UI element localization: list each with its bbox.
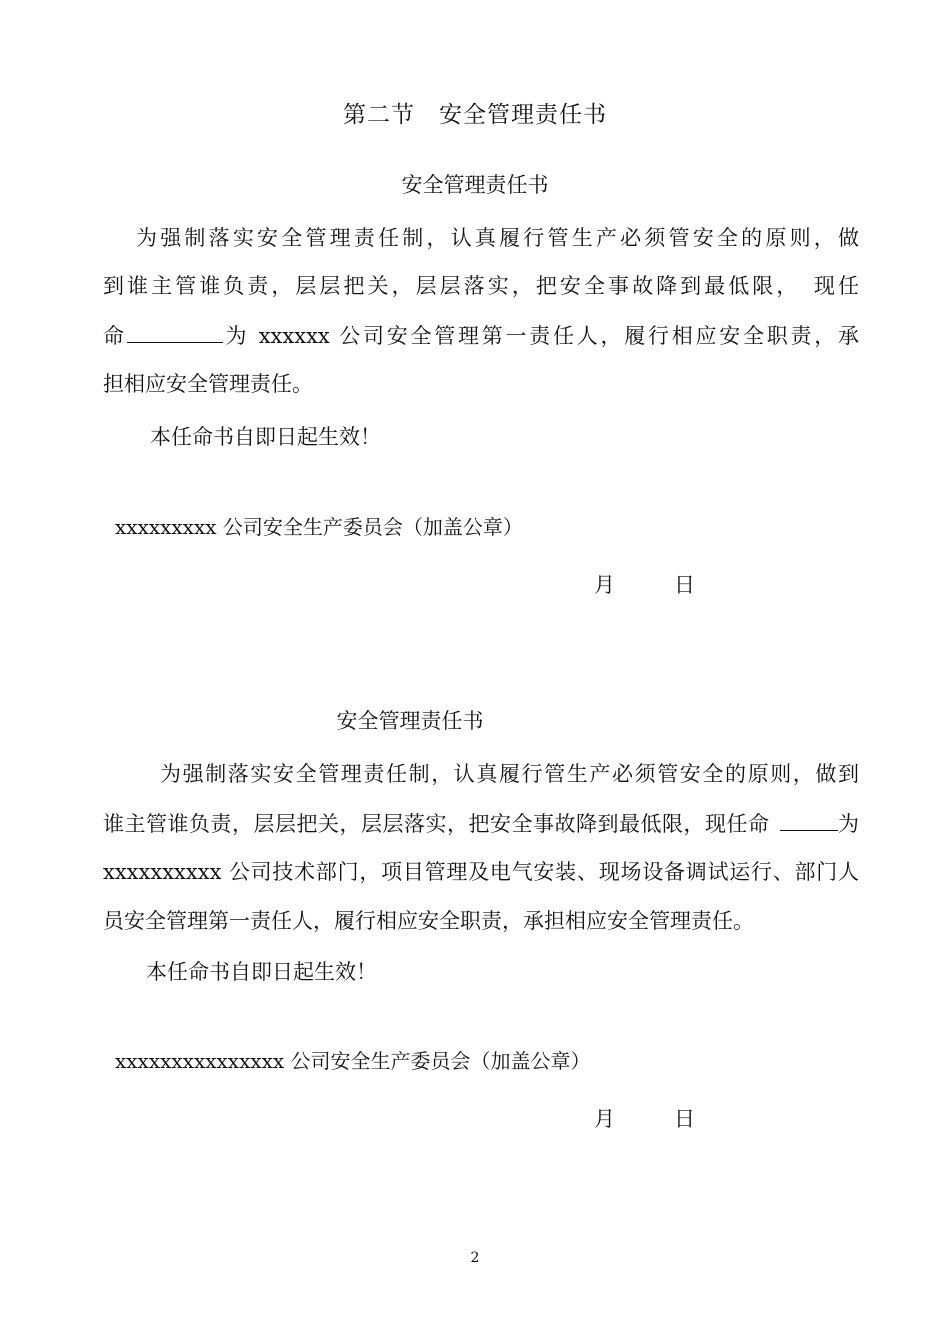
letter1-line2: 到谁主管谁负责，层层把关，层层落实，把安全事故降到最低限， 现任	[103, 274, 859, 298]
letter1-day: 日	[674, 573, 695, 597]
letter2-month: 月	[594, 1107, 615, 1131]
letter2-line3: xxxxxxxxxx 公司技术部门，项目管理及电气安装、现场设备调试运行、部门人	[103, 860, 859, 884]
section-title: 第二节 安全管理责任书	[343, 102, 607, 128]
letter2-line1: 为强制落实安全管理责任制，认真履行管生产必须管安全的原则，做到	[160, 762, 859, 786]
letter1-title: 安全管理责任书	[401, 173, 549, 197]
letter1-line3	[103, 320, 859, 351]
letter2-line2	[103, 808, 859, 839]
letter1-effective: 本任命书自即日起生效！	[150, 425, 381, 449]
letter1-month: 月	[594, 573, 615, 597]
letter2-day: 日	[674, 1107, 695, 1131]
letter1-line1: 为强制落实安全管理责任制，认真履行管生产必须管安全的原则，做	[136, 226, 859, 250]
letter2-effective: 本任命书自即日起生效！	[146, 960, 377, 984]
letter2-title: 安全管理责任书	[336, 709, 484, 733]
letter2-signature: xxxxxxxxxxxxxxx 公司安全生产委员会（加盖公章）	[115, 1049, 591, 1073]
letter1-signature: xxxxxxxxx 公司安全生产委员会（加盖公章）	[115, 515, 523, 539]
letter1-line3-start: 命	[103, 324, 127, 348]
letter1-line3-rest: 为 xxxxxx 公司安全管理第一责任人，履行相应安全职责，承	[222, 324, 859, 348]
letter2-line2-end: 为	[837, 812, 859, 836]
page-number: 2	[470, 1250, 480, 1266]
letter2-line2-start: 谁主管谁负责，层层把关，层层落实，把安全事故降到最低限，现任命	[103, 812, 770, 836]
letter2-name-blank	[780, 808, 838, 831]
letter1-line4: 担相应安全管理责任。	[103, 372, 313, 396]
letter1-name-blank	[127, 320, 223, 343]
letter2-line4: 员安全管理第一责任人，履行相应安全职责，承担相应安全管理责任。	[103, 909, 754, 933]
